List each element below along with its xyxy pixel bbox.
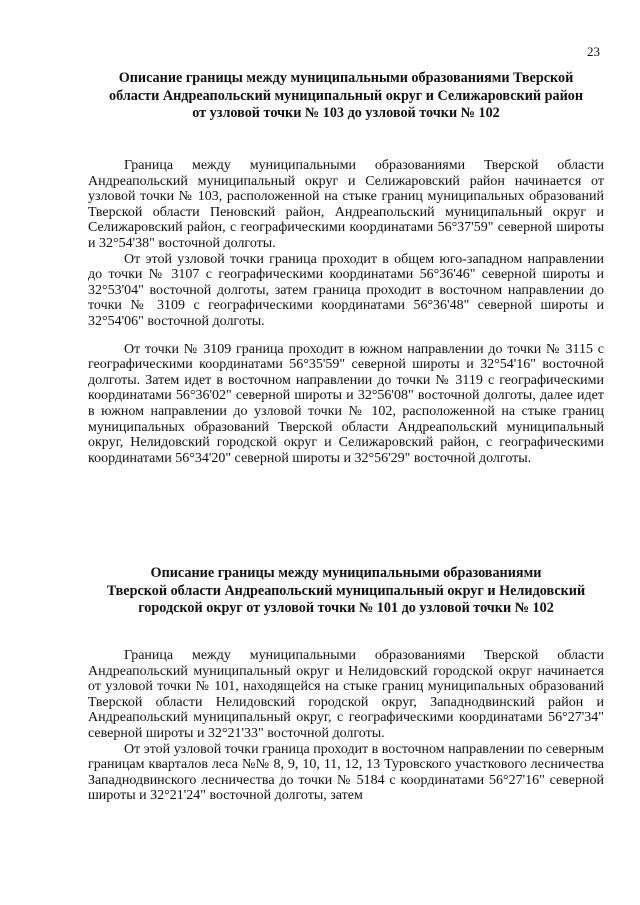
title-line: Тверской области Андреапольский муниципальный округ и Нелидовский (106, 582, 586, 599)
paragraph: Граница между муниципальными образованиями Тверской области Андреапольский муниципальный округ и Селижаровский район начинается от узловой точки № 103, расположенной на стыке границ муниципальных образований Тверской области Пеновский район, Андреапольский муниципальный округ и Селижаровский район, с географическими координатами 56°37'59" северной широты и 32°54'38" восточной долготы. (88, 158, 604, 251)
title-line: городской округ от узловой точки № 101 до узловой точки № 102 (138, 600, 554, 616)
section1-body (88, 158, 604, 466)
title-line: Описание границы между муниципальными образованиями (150, 565, 542, 581)
paragraph: Граница между муниципальными образованиями Тверской области Андреапольский муниципальный округ и Нелидовский городской округ начинается от узловой точки № 101, находящейся на стыке границ муниципальных образований Тверской области Нелидовский городской округ, Западнодвинский район и Андреапольский муниципальный округ, с географическими координатами 56°27'34" северной широты и 32°21'33" восточной долготы. (88, 648, 604, 741)
section-title (88, 565, 604, 618)
page-number: 23 (587, 44, 600, 59)
section2-body (88, 648, 604, 804)
title-line: области Андреапольский муниципальный округ и Селижаровский район (108, 87, 584, 104)
section-title (88, 70, 604, 123)
paragraph: От этой узловой точки граница проходит в общем юго-западном направлении до точки № 3107 с географическими координатами 56°36'46" северной широты и 32°53'04" восточной долготы, затем граница проходит в восточном направлении до точки № 3109 с географическими координатами 56°36'48" северной широты и 32°54'06" восточной долготы. (88, 251, 604, 329)
title-line: Описание границы между муниципальными образованиями Тверской (118, 70, 574, 86)
paragraph: От точки № 3109 граница проходит в южном направлении до точки № 3115 с географическими координатами 56°35'59" северной широты и 32°54'16" восточной долготы. Затем идет в восточном направлении до точки № 3119 с географическими координатами 56°36'02" северной широты и 32°56'08" восточной долготы, далее идет в южном направлении до узловой точки № 102, расположенной на стыке границ муниципальных образований Тверской области Андреапольский муниципальный округ, Нелидовский городской округ и Селижаровский район, с географическими координатами 56°34'20" северной широты и 32°56'29" восточной долготы. (88, 341, 604, 466)
title-line: от узловой точки № 103 до узловой точки № 102 (192, 105, 500, 121)
section-boundary-103-102 (88, 70, 604, 123)
section-boundary-101-102 (88, 565, 604, 618)
paragraph: От этой узловой точки граница проходит в восточном направлении по северным границам кварталов леса №№ 8, 9, 10, 11, 12, 13 Туровского участкового лесничества Западнодвинского лесничества до точки № 5184 с координатами 56°27'16" северной широты и 32°21'24" восточной долготы, затем (88, 741, 604, 804)
